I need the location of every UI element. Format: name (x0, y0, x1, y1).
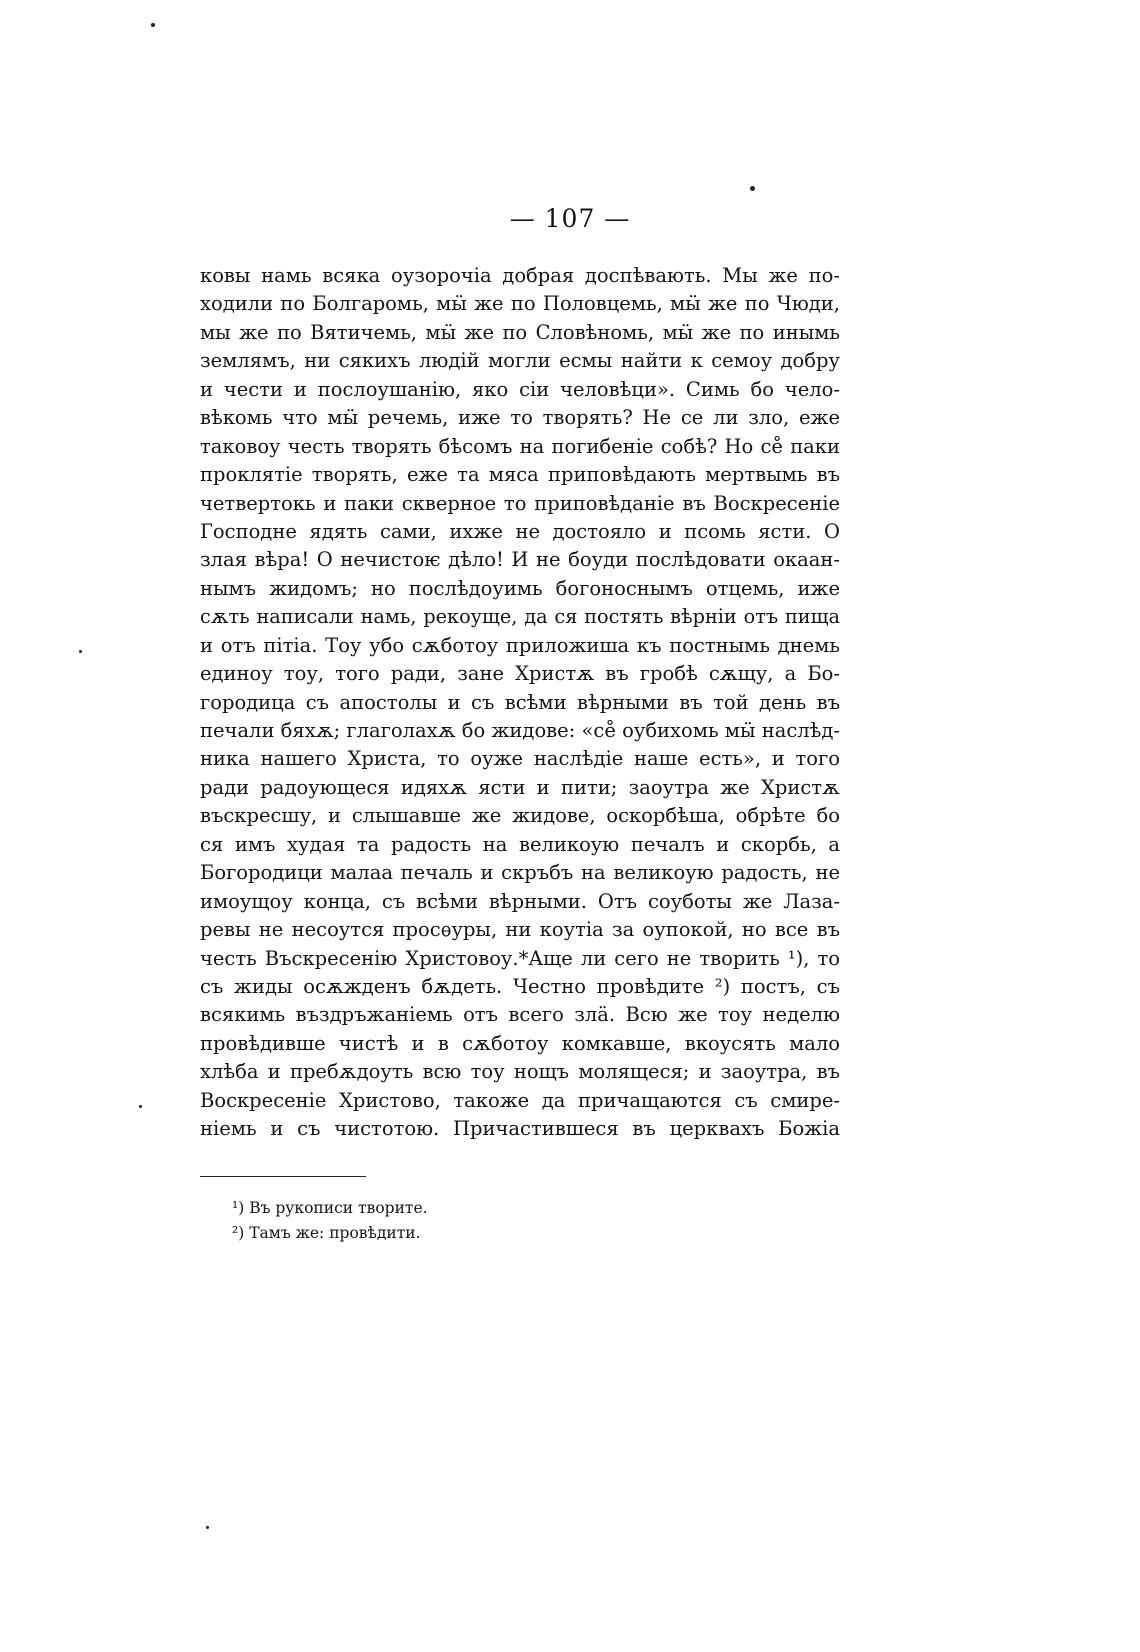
text-line: Богородици малаа печаль и скръбъ на великоую радость, не (200, 861, 840, 885)
print-speck (750, 186, 755, 191)
text-line: и отъ пітіа. Тоу убо сѫботоу приложиша къ постнымь днемь (200, 633, 840, 657)
text-line: мы же по Вятичемь, мӹ же по Словѣномь, мӹ же по инымь (200, 320, 840, 344)
text-line: единоу тоу, того ради, зане Христѫ въ гробѣ сѫщу, а Бо- (200, 662, 840, 686)
text-line: вѣкомь что мӹ речемь, иже то творять? Не се ли зло, еже (200, 406, 840, 430)
footnotes (232, 1196, 428, 1246)
text-line: проклятіе творять, еже та мяса приповѣдають мертвымь въ (200, 463, 840, 487)
text-line: землямъ, ни сякихъ людій могли есмы найти к семоу добру (200, 349, 840, 373)
text-line: ковы намь всяка оузорочіа добрая доспѣвають. Мы же по- (200, 264, 840, 287)
footnote: ²) Тамъ же: провѣдити. (232, 1224, 421, 1242)
text-line: въскресшу, и слышавше же жидове, оскорбѣша, обрѣте бо (200, 804, 840, 828)
text-line: таковоу честь творять бѣсомъ на погибеніе собѣ? Но се̊ паки (200, 434, 840, 458)
text-line: нымъ жидомъ; но послѣдоуимь богоноснымъ отцемь, иже (200, 576, 840, 600)
print-speck (79, 650, 82, 653)
text-line: честь Въскресенію Христовоу.*Аще ли сего не творить ¹), то (200, 946, 840, 970)
text-line: четвертокь и паки скверное то приповѣданіе въ Воскресеніе (200, 491, 840, 515)
text-line: съ жиды осѫжденъ бѫдеть. Честно провѣдите ²) постъ, съ (200, 974, 840, 998)
text-line: городица съ апостолы и съ всѣми вѣрными въ той день въ (200, 690, 840, 714)
text-line: злая вѣра! О нечистоѥ дѣло! И не боуди послѣдовати окаан- (200, 548, 840, 572)
print-speck (151, 23, 155, 27)
page-number: — 107 — (509, 204, 631, 233)
text-line: Господне ядять сами, ихже не достояло и псомь ясти. О (200, 519, 840, 543)
text-line: сѫть написали намь, рекоуще, да ся постять вѣрніи отъ пища (200, 605, 840, 629)
print-speck (206, 1526, 209, 1529)
text-line: ніемь и съ чистотою. Причастившеся въ церквахъ Божіа (200, 1117, 840, 1141)
text-line: всякимь въздръжаніемь отъ всего злӓ. Всю же тоу неделю (200, 1003, 840, 1027)
footnote-divider (200, 1176, 366, 1177)
text-line: хлѣба и пребѫдоуть всю тоу нощъ молящеся; и заоутра, въ (200, 1060, 840, 1084)
text-line: ся имъ худая та радость на великоую печалъ и скорбь, а (200, 832, 840, 856)
text-line: ходили по Болгаромь, мӹ же по Половцемь, мӹ же по Чюди, (200, 292, 840, 316)
text-line: Воскресеніе Христово, такоже да причащаются съ смире- (200, 1088, 840, 1112)
text-line: и чести и послоушанію, яко сіи человѣци». Симь бо чело- (200, 377, 840, 401)
text-line: ради радоующеся идяхѫ ясти и пити; заоутра же Христѫ (200, 775, 840, 799)
body-text (200, 262, 840, 1144)
print-speck (139, 1105, 142, 1108)
text-line: печали бяхѫ; глаголахѫ бо жидове: «се̊ оубихомь мӹ наслѣд- (200, 719, 840, 742)
footnote: ¹) Въ рукописи творите. (232, 1199, 428, 1217)
text-line: имоущоу конца, съ всѣми вѣрными. Отъ соуботы же Лаза- (200, 889, 840, 913)
text-line: ника нашего Христа, то оуже наслѣдіе наше есть», и того (200, 747, 840, 771)
text-line: провѣдивше чистѣ и в сѫботоу комкавше, вкоусять мало (200, 1031, 840, 1055)
text-line: ревы не несоутся просѳуры, ни коутіа за оупокой, но все въ (200, 918, 840, 942)
